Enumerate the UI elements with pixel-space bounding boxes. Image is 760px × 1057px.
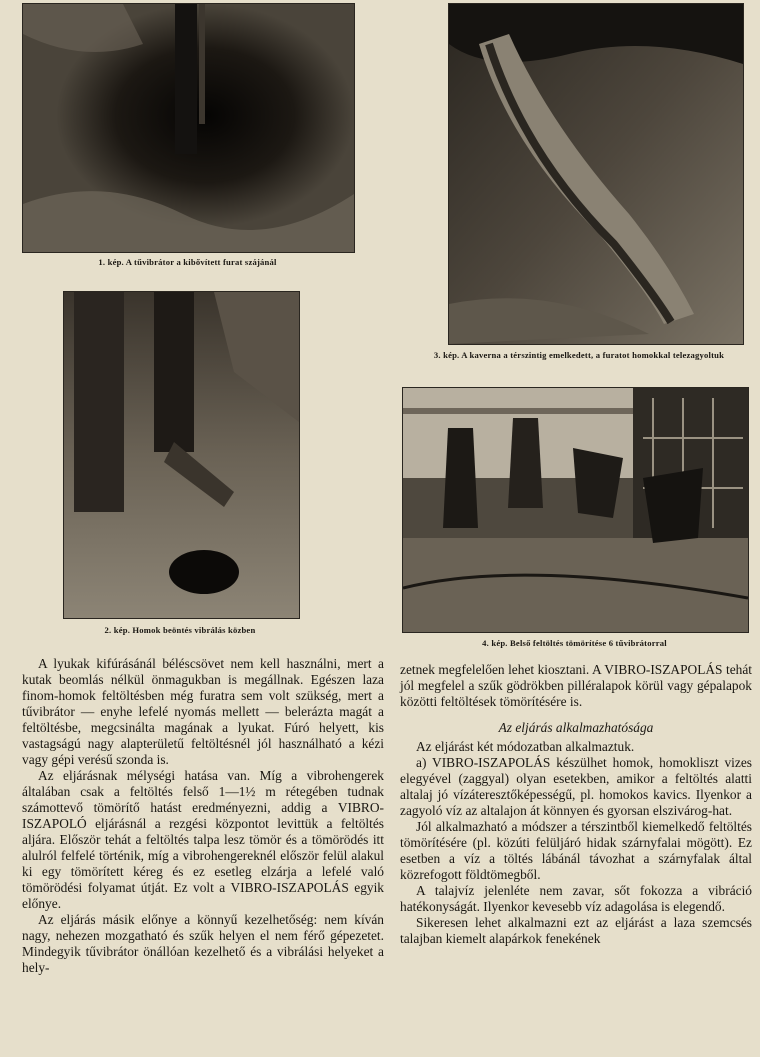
photo-3-image xyxy=(449,4,743,344)
photo-2-sand-pouring xyxy=(63,291,300,619)
paragraph-continuation: zetnek megfelelően lehet kiosztani. A VIBRO-ISZAPOLÁS tehát jól megfelel a szűk gödrökben pilléralapok körül vagy gépalapok közötti feltöltések tömörítésére is. xyxy=(400,662,752,709)
photo-3-caverna xyxy=(448,3,744,345)
paragraph: Az eljárásnak mélységi hatása van. Míg a vibrohengerek általában csak a feltöltés felső 1—1½ m rétegében tudnak számottevő tömörítő hatást eredményezni, addig a VIBRO-ISZAPOLÓ eljárásnál a rezgési központot levittük a feltöltés aljára. Először tehát a feltöltés talpa lesz tömör és a tömörödés itt alulról felfelé történik, míg a vibrohengereknél először felül alakul ki egy tömörített kéreg és ez esetleg elzárja a lefelé való tömörödési folyamat útját. Ez volt a VIBRO-ISZAPOLÁS egyik előnye. xyxy=(22,768,384,911)
photo-4-image xyxy=(403,388,748,632)
photo-1-image xyxy=(23,4,354,252)
right-text-column xyxy=(400,662,752,947)
photo-3-caption: 3. kép. A kaverna a térszintig emelkedett, a furatot homokkal telezagyoltuk xyxy=(433,350,725,360)
paragraph: Az eljárás másik előnye a könnyű kezelhetőség: nem kíván nagy, nehezen mozgatható és szűk helyen el nem férő gépezetet. Mindegyik tűvibrátor önállóan kezelhető és a vibrálási helyeket a hely- xyxy=(22,912,384,975)
photo-1-caption: 1. kép. A tűvibrátor a kibővített furat szájánál xyxy=(98,257,277,267)
left-text-column xyxy=(22,656,384,976)
photo-1-vibrator-at-bore xyxy=(22,3,355,253)
photo-2-image xyxy=(64,292,299,618)
section-subheading: Az eljárás alkalmazhatósága xyxy=(498,720,654,735)
paragraph: Sikeresen lehet alkalmazni ezt az eljárást a laza szemcsés talajban kiemelt alapárkok fenekének xyxy=(400,915,752,946)
photo-4-caption: 4. kép. Belső feltöltés tömörítése 6 tűvibrátorral xyxy=(482,638,667,648)
paragraph: A talajvíz jelenléte nem zavar, sőt fokozza a vibráció hatékonyságát. Ilyenkor kevesebb víz adagolása is elegendő. xyxy=(400,883,752,914)
paragraph: a) VIBRO-ISZAPOLÁS készülhet homok, homokliszt vizes elegyével (zaggyal) olyan esetekben, amikor a feltöltés alatti altalaj jó vízáteresztőképességű, pl. homokos kavics. Ilyenkor a zagyoló víz az altalajon át könnyen és gyorsan elszivárog-hat. xyxy=(400,755,752,818)
paragraph: Jól alkalmazható a módszer a térszintből kiemelkedő feltöltés tömörítésére (pl. közúti felüljáró hidak szárnyfalai mögött). Ez esetben a víz a töltés lábánál távozhat a szárnyfalak által közrefogott földtömegből. xyxy=(400,819,752,882)
paragraph: Az eljárást két módozatban alkalmaztuk. xyxy=(416,739,635,754)
photo-4-inner-fill-compaction xyxy=(402,387,749,633)
paragraph: A lyukak kifúrásánál béléscsövet nem kell használni, mert a kutak beomlás nélkül önmagukban is megállnak. Egészen laza finom-homok feltöltésben még furatra sem volt szükség, mert a tűvibrátor — enyhe lefelé nyomás mellett — belerázta magát a feltöltésbe, megcsinálta magának a lyukat. Fúró helyett, kis vastagságú nagy alapterületű feltöltésnél jól használható a kézi vagy gépi verésű szonda is. xyxy=(22,656,384,767)
photo-2-caption: 2. kép. Homok beöntés vibrálás közben xyxy=(104,625,256,635)
